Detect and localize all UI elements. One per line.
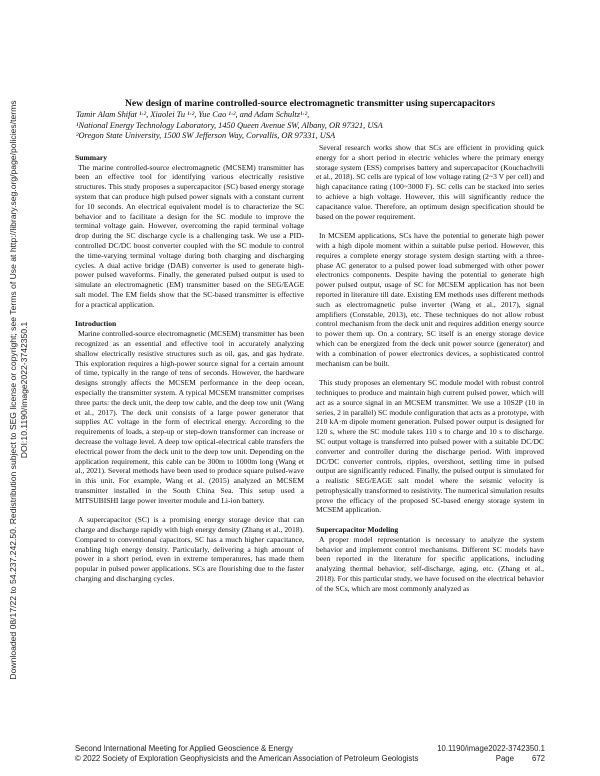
intro-paragraph-5: This study proposes an elementary SC module model with robust control techniques to produce and maintain high current pulsed power, which will act as a source signal in an MCSEM transmitter. We use a 10S2P (10 in series, 2 in parallel) SC module configuration that acts as a prototype, with 210 kA·m dipole moment generation. Pulsed power output is designed for 120 s, where the SC module takes 110 s to charge and 10 s to discharge. SC output voltage is transferred into pulsed power with a suitable DC/DC converter and controller during the discharge period. With improved DC/DC converter controls, ripples, overshoot, settling time in pulsed output are significantly reduced. Finally, the pulsed output is simulated for a realistic SEG/EAGE salt model where the seismic velocity is petrophysically transformed to resistivity. The numerical simulation results prove the efficacy of the proposed SC-based energy storage system in MCSEM application. [316, 378, 544, 515]
page-footer [75, 744, 545, 764]
author-block [76, 110, 556, 142]
paper-title: New design of marine controlled-source electromagnetic transmitter using supercapacitors [124, 98, 495, 109]
intro-paragraph-2: A supercapacitor (SC) is a promising energy storage device that can charge and discharge rapidly with high energy density (Zhang et al., 2018). Compared to conventional capacitors, SC has a much higher capacitance, enabling high energy density. Particularly, delivering a high amount of power in a short period, even in extreme temperatures, has made them popular in pulsed power applications. SCs are flourishing due to the faster charging and discharging cycles. [75, 515, 304, 584]
intro-paragraph-1: Marine controlled-source electromagnetic (MCSEM) transmitter has been recognized as an essential and effective tool in accurately analyzing shallow electrically resistive structures such as oil, gas, and gas hydrate. This exploration requires a high-power source signal for a certain amount of time, typically in the range of tens of seconds. However, the hardware designs strongly affects the MCSEM performance in the deep ocean, especially the transmitter system. A typical MCSEM transmitter comprises three parts: the deck unit, the deep tow cable, and the deep tow unit (Wang et al., 2017). The deck unit consists of a large power generator that supplies AC voltage in the form of electrical energy. According to the requirements of loads, a step-up or step-down transformer can increase or decrease the voltage level. A deep tow optical-electrical cable transfers the electrical power from the deck unit to the deep tow unit. Depending on the application requirement, this cable can be 300m to 1000m long (Wang et al., 2021). Several methods have been used to produce square pulsed-wave in this unit. For example, Wang et al. (2015) analyzed an MCSEM transmitter installed in the South China Sea. This setup used a MITSUBISHI large power inverter module and Li-ion battery. [75, 329, 304, 505]
page-indicator [496, 754, 545, 764]
doi-line: DOI:10.1190/image2022-3742350.1 [19, 321, 29, 459]
footer-doi: 10.1190/image2022-3742350.1 [437, 744, 545, 753]
summary-heading: Summary [75, 152, 108, 162]
meeting-name: Second International Meeting for Applied Geoscience & Energy [75, 744, 294, 753]
modeling-paragraph-1: A proper model representation is necessary to analyze the system behavior and implement control mechanisms. Different SC models have been reported in the literature for specific applications, including analyzing thermal behavior, self-discharge, aging, etc. (Zhang et al., 2018). For this particular study, we have focused on the electrical behavior of the SCs, which are most commonly analyzed as [316, 534, 544, 593]
intro-paragraph-4: In MCSEM applications, SCs have the potential to generate high power with a high dipole moment within a suitable pulse period. However, this requires a complete energy storage system design starting with a three-phase AC generator to a pulsed power load submerged with other power electronics components. Despite having the potential to generate high power pulsed output, usage of SC for MCSEM application has not been reported in literature till date. Existing EM methods uses different methods such as electromagnetic pulse inverter (Wang et al., 2017), signal amplifiers (Constable, 2013), etc. These techniques do not allow robust control mechanism from the deck unit and requires addition energy source to power them up. On a contrary, SC itself is an energy storage device which can be energized from the deck unit power source (generator) and with a combination of power electronics devices, a sophisticated control mechanism can be built. [316, 231, 544, 368]
right-column [316, 143, 544, 594]
affiliation-1: ¹National Energy Technology Laboratory, 1450 Queen Avenue SW, Albany, OR 97321, USA [76, 120, 383, 130]
modeling-heading: Supercapacitor Modeling [316, 525, 399, 535]
download-notice-line: Downloaded 08/17/22 to 54.237.242.50. Redistribution subject to SEG license or copyright; see Terms of Use at http://library.seg.org/page/policies/terms [8, 100, 18, 680]
intro-paragraph-3: Several research works show that SCs are efficient in providing quick energy for a short period in electric vehicles where the primary energy storage system (ESS) comprises battery and supercapacitor (Kouchachvili et al., 2018). SC cells are typical of low voltage rating (2~3 V per cell) and high capacitance rating (100~3000 F). SC cells can be stacked into series to achieve a high voltage. However, this will significantly reduce the capacitance value. Therefore, an optimum design specification should be based on the power requirement. [316, 143, 544, 221]
download-notice [8, 80, 30, 700]
author-list: Tamir Alam Shifat ¹·², Xiaolei Tu ¹·², Yue Cao ¹·², and Adam Schultz¹·², [76, 110, 310, 119]
page-label: Page [495, 753, 514, 763]
page-number: 672 [531, 753, 545, 763]
introduction-heading: Introduction [75, 319, 117, 329]
left-column [75, 143, 304, 584]
affiliation-2: ²Oregon State University, 1500 SW Jefferson Way, Corvallis, OR 97331, USA [76, 131, 336, 141]
summary-text: The marine controlled-source electromagnetic (MCSEM) transmitter has been an effective tool for identifying various electrically resistive structures. This study proposes a supercapacitor (SC) based energy storage system that can produce high pulsed power signals with a constant current for 10 seconds. An electrical equivalent model is to characterize the SC behavior and to facilitate a design for the SC module to improve the terminal voltage gain. However, overcoming the rapid terminal voltage drop during the SC discharge cycle is a challenging task. We use a PID-controlled DC/DC boost converter coupled with the SC module to control the time-varying terminal voltage during both charging and discharging cycles. A dual active bridge (DAB) converter is used to generate high-power pulsed waveforms. Finally, the generated pulsed output is used to simulate an electromagnetic (EM) transmitter based on the SEG/EAGE salt model. The EM fields show that the SC-based transmitter is effective for a practical application. [75, 162, 304, 309]
copyright-notice: © 2022 Society of Exploration Geophysicists and the American Association of Petroleum Geologists [75, 753, 419, 763]
download-sidebar [4, 80, 34, 700]
